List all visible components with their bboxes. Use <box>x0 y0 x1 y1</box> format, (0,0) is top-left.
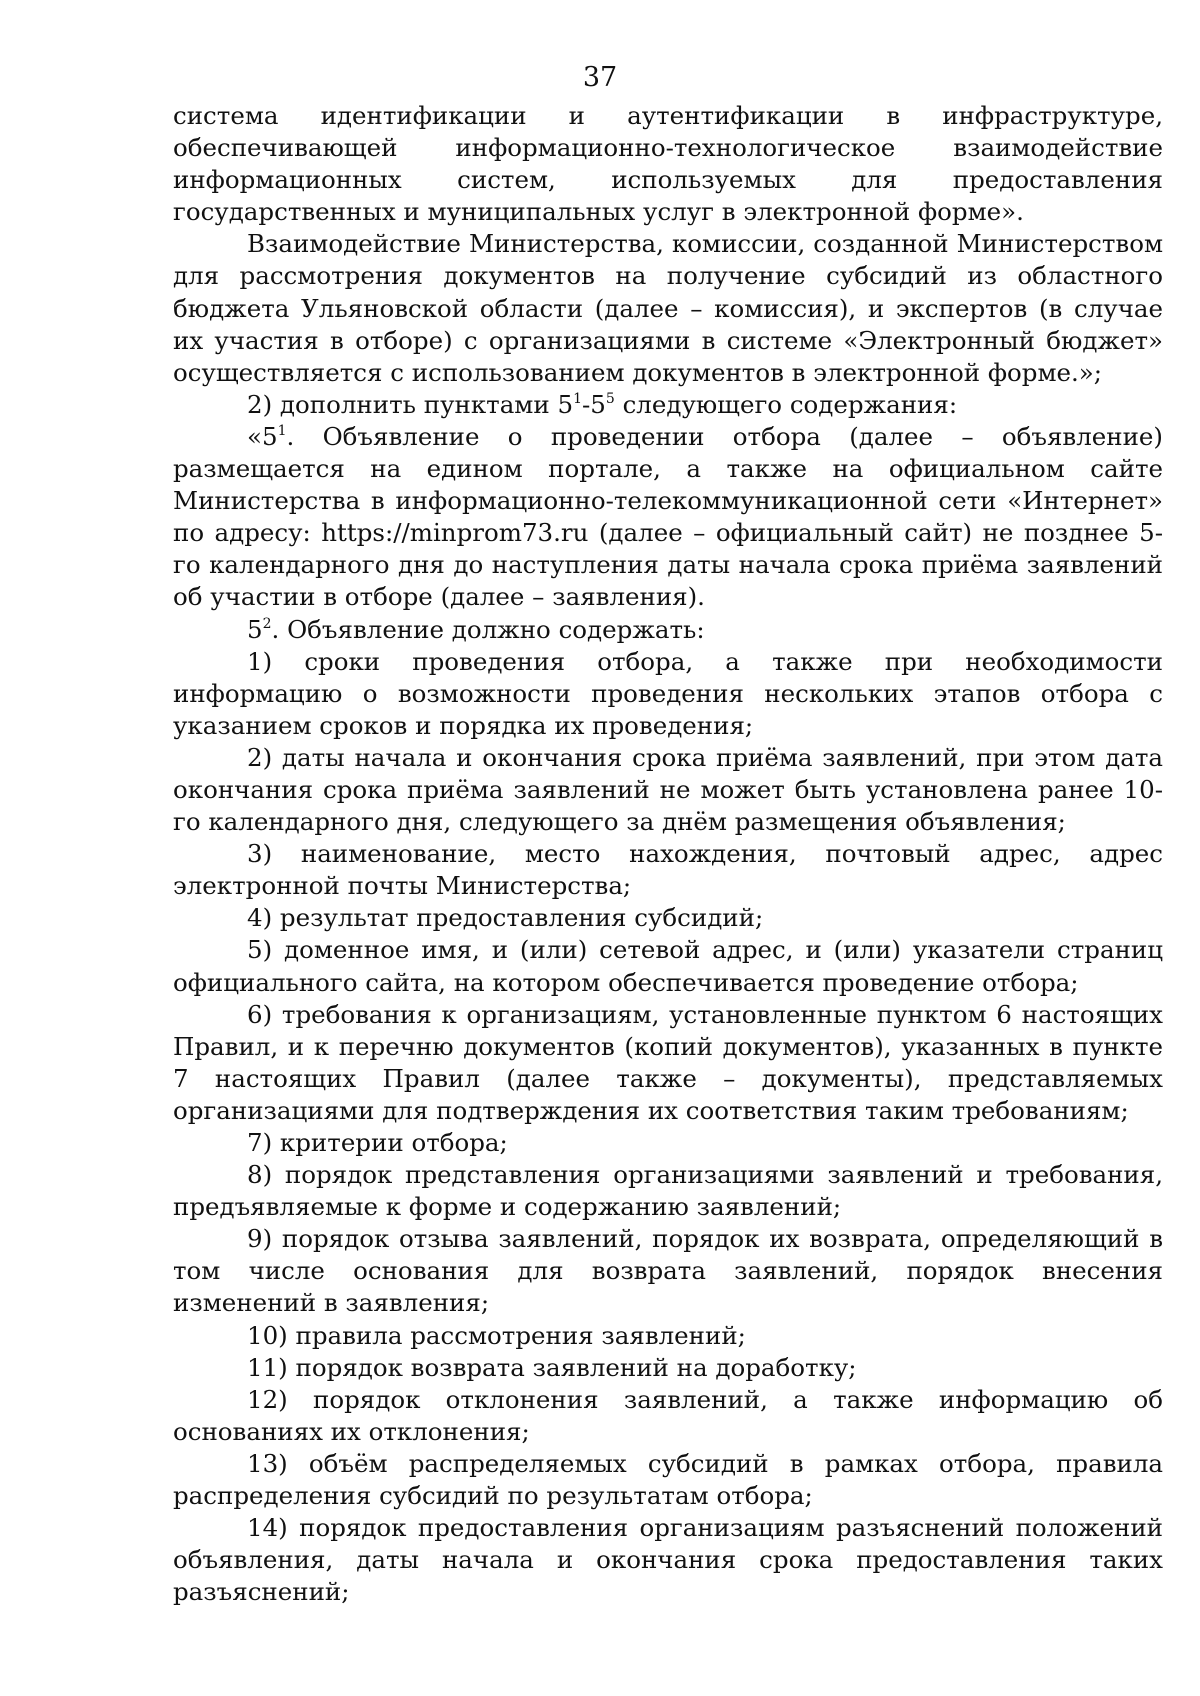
list-item: 1) сроки проведения отбора, а также при необходимости информацию о возможности проведения нескольких этапов отбора с указанием сроков и порядка их проведения; <box>173 646 1163 740</box>
list-item: 14) порядок предоставления организациям разъяснений положений объявления, даты начала и окончания срока предоставления таких разъяснений; <box>173 1513 1163 1607</box>
list-item: 11) порядок возврата заявлений на доработку; <box>247 1352 857 1382</box>
list-item: 2) даты начала и окончания срока приёма заявлений, при этом дата окончания срока приёма заявлений не может быть установлена ранее 10-го календарного дня, следующего за днём размещения объявления; <box>173 742 1163 837</box>
paragraph: $5^2$. Объявление должно содержать: <box>247 614 705 644</box>
list-item: 10) правила рассмотрения заявлений; <box>247 1320 746 1350</box>
list-item: 3) наименование, место нахождения, почтовый адрес, адрес электронной почты Министерства; <box>173 839 1163 901</box>
paragraph: 2) дополнить пунктами $5^1-5^5$ следующего содержания: <box>247 389 958 419</box>
list-item: 5) доменное имя, и (или) сетевой адрес, и (или) указатели страниц официального сайта, на котором обеспечивается проведение отбора; <box>173 935 1163 997</box>
page-number: 37 <box>582 62 618 93</box>
list-item: 7) критерии отбора; <box>247 1128 508 1157</box>
list-item: 4) результат предоставления субсидий; <box>247 903 764 933</box>
list-item: 6) требования к организациям, установленные пунктом 6 настоящих Правил, и к перечню документов (копий документов), указанных в пункте 7 настоящих Правил (далее также – документы), представляемых организациями для подтверждения их соответствия таким требованиям; <box>173 999 1163 1125</box>
list-item: 9) порядок отзыва заявлений, порядок их возврата, определяющий в том числе основания для возврата заявлений, порядок внесения изменений в заявления; <box>173 1224 1163 1318</box>
list-item: 12) порядок отклонения заявлений, а также информацию об основаниях их отклонения; <box>173 1384 1163 1446</box>
document-body <box>173 100 1163 1608</box>
paragraph: Взаимодействие Министерства, комиссии, созданной Министерством для рассмотрения документов на получение субсидий из областного бюджета Ульяновской области (далее – комиссия), и экспертов (в случае их участия в отборе) с организациями в системе «Электронный бюджет» осуществляется с использованием документов в электронной форме.»; <box>173 229 1163 387</box>
list-item: 8) порядок представления организациями заявлений и требования, предъявляемые к форме и содержанию заявлений; <box>173 1160 1163 1222</box>
paragraph: система идентификации и аутентификации в инфраструктуре, обеспечивающей информационно-технологическое взаимодействие информационных систем, используемых для предоставления государственных и муниципальных услуг в электронной форме». <box>173 101 1163 227</box>
paragraph: «$5^1$. Объявление о проведении отбора (далее – объявление) размещается на едином портале, а также на официальном сайте Министерства в информационно-телекоммуникационной сети «Интернет» по адресу: https://minprom73.ru (далее – официальный сайт) не позднее 5-го календарного дня до наступления даты начала срока приёма заявлений об участии в отборе (далее – заявления). <box>173 421 1163 612</box>
list-item: 13) объём распределяемых субсидий в рамках отбора, правила распределения субсидий по результатам отбора; <box>173 1448 1163 1511</box>
